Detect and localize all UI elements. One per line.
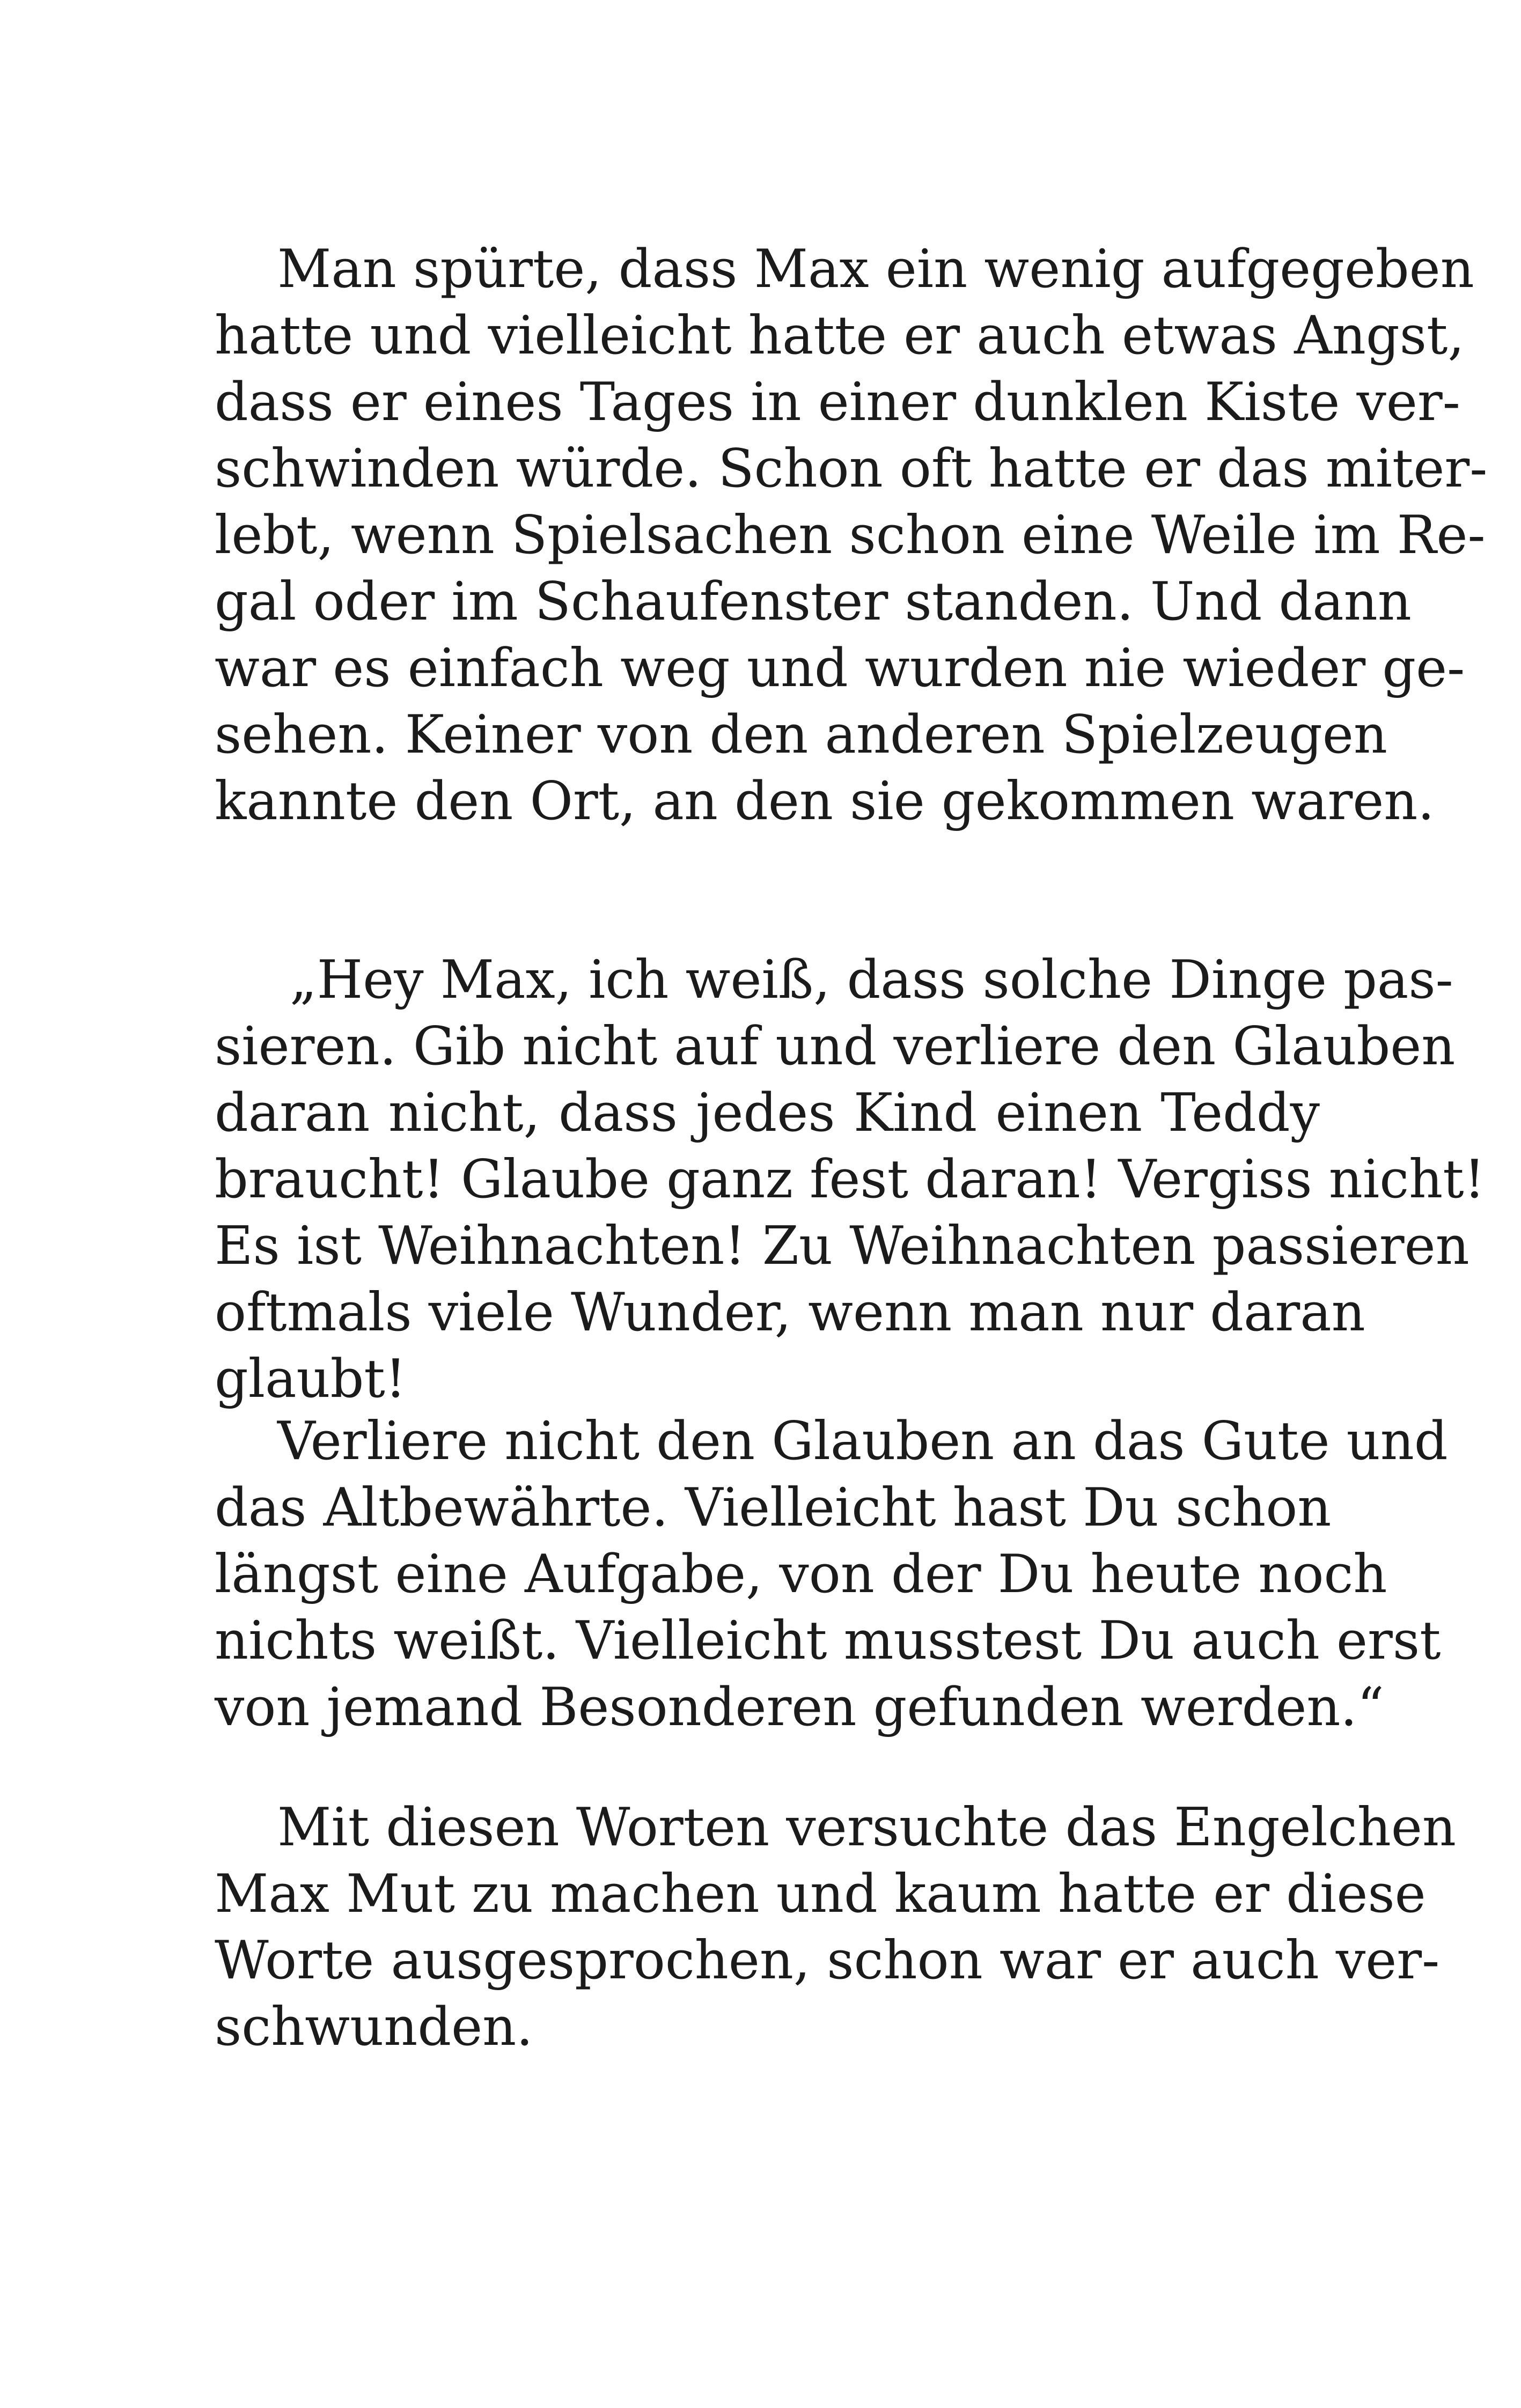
text-line: Man spürte, dass Max ein wenig aufgegeben xyxy=(277,239,1474,300)
text-line: von jemand Besonderen gefunden werden.“ xyxy=(215,1677,1384,1738)
text-line: sieren. Gib nicht auf und verliere den Glauben xyxy=(215,1016,1456,1077)
text-line: kannte den Ort, an den sie gekommen waren. xyxy=(215,771,1435,832)
text-line: dass er eines Tages in einer dunklen Kiste ver- xyxy=(215,372,1460,433)
text-line: Es ist Weihnachten! Zu Weihnachten passieren xyxy=(215,1216,1469,1277)
text-line: schwunden. xyxy=(215,1997,533,2058)
paragraph-max-fear xyxy=(215,236,1488,835)
text-line: hatte und vielleicht hatte er auch etwas Angst, xyxy=(215,305,1465,366)
text-line: oftmals viele Wunder, wenn man nur daran xyxy=(215,1282,1365,1343)
text-line: gal oder im Schaufenster standen. Und dann xyxy=(215,571,1412,632)
paragraph-keep-faith xyxy=(215,1408,1448,1741)
text-line: längst eine Aufgabe, von der Du heute noch xyxy=(215,1544,1387,1605)
text-line: Verliere nicht den Glauben an das Gute und xyxy=(277,1411,1448,1472)
text-line: Worte ausgesprochen, schon war er auch ver- xyxy=(215,1930,1440,1991)
text-line: war es einfach weg und wurden nie wieder ge- xyxy=(215,638,1465,699)
text-line: „Hey Max, ich weiß, dass solche Dinge pas- xyxy=(290,949,1453,1011)
text-line: schwinden würde. Schon oft hatte er das miter- xyxy=(215,438,1488,499)
text-line: das Altbewährte. Vielleicht hast Du schon xyxy=(215,1477,1332,1538)
text-line: Mit diesen Worten versuchte das Engelchen xyxy=(277,1797,1457,1858)
text-line: daran nicht, dass jedes Kind einen Teddy xyxy=(215,1083,1320,1144)
paragraph-angel-vanishes xyxy=(215,1794,1457,2060)
text-line: glaubt! xyxy=(215,1349,407,1410)
text-line: lebt, wenn Spielsachen schon eine Weile im Re- xyxy=(215,505,1486,566)
text-line: nichts weißt. Vielleicht musstest Du auch erst xyxy=(215,1610,1441,1671)
text-line: braucht! Glaube ganz fest daran! Vergiss nicht! xyxy=(215,1149,1485,1210)
text-line: Max Mut zu machen und kaum hatte er diese xyxy=(215,1864,1426,1925)
paragraph-angel-speech xyxy=(215,947,1485,1412)
text-line: sehen. Keiner von den anderen Spielzeugen xyxy=(215,704,1388,765)
